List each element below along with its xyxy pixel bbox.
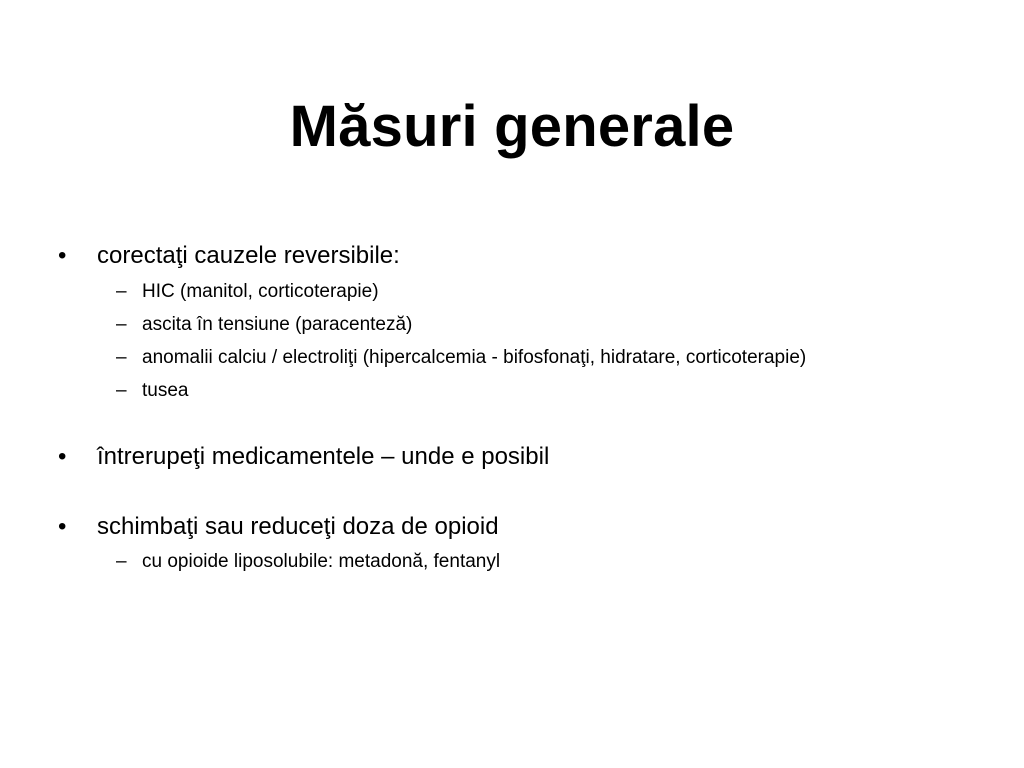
bullet-marker: • <box>58 242 67 269</box>
sub-bullet-marker: – <box>116 347 127 368</box>
sub-bullet-marker: – <box>116 551 127 572</box>
sub-bullet-text: HIC (manitol, corticoterapie) <box>142 281 379 302</box>
sub-bullet-text: anomalii calciu / electroliţi (hipercalcemia - bifosfonaţi, hidratare, corticoterapie) <box>142 347 807 368</box>
sub-bullet-text: cu opioide liposolubile: metadonă, fentanyl <box>142 551 501 572</box>
sub-bullet-text: tusea <box>142 380 189 401</box>
sub-bullet-marker: – <box>116 314 127 335</box>
sub-bullet-marker: – <box>116 281 127 302</box>
bullet-text: corectaţi cauzele reversibile: <box>97 242 400 269</box>
bullet-marker: • <box>58 443 67 470</box>
slide-title: Măsuri generale <box>289 94 735 159</box>
bullet-marker: • <box>58 513 67 540</box>
bullet-text: schimbaţi sau reduceţi doza de opioid <box>97 513 499 540</box>
sub-bullet-text: ascita în tensiune (paracenteză) <box>142 314 413 335</box>
bullet-text: întrerupeţi medicamentele – unde e posibil <box>97 443 550 470</box>
sub-bullet-marker: – <box>116 380 127 401</box>
